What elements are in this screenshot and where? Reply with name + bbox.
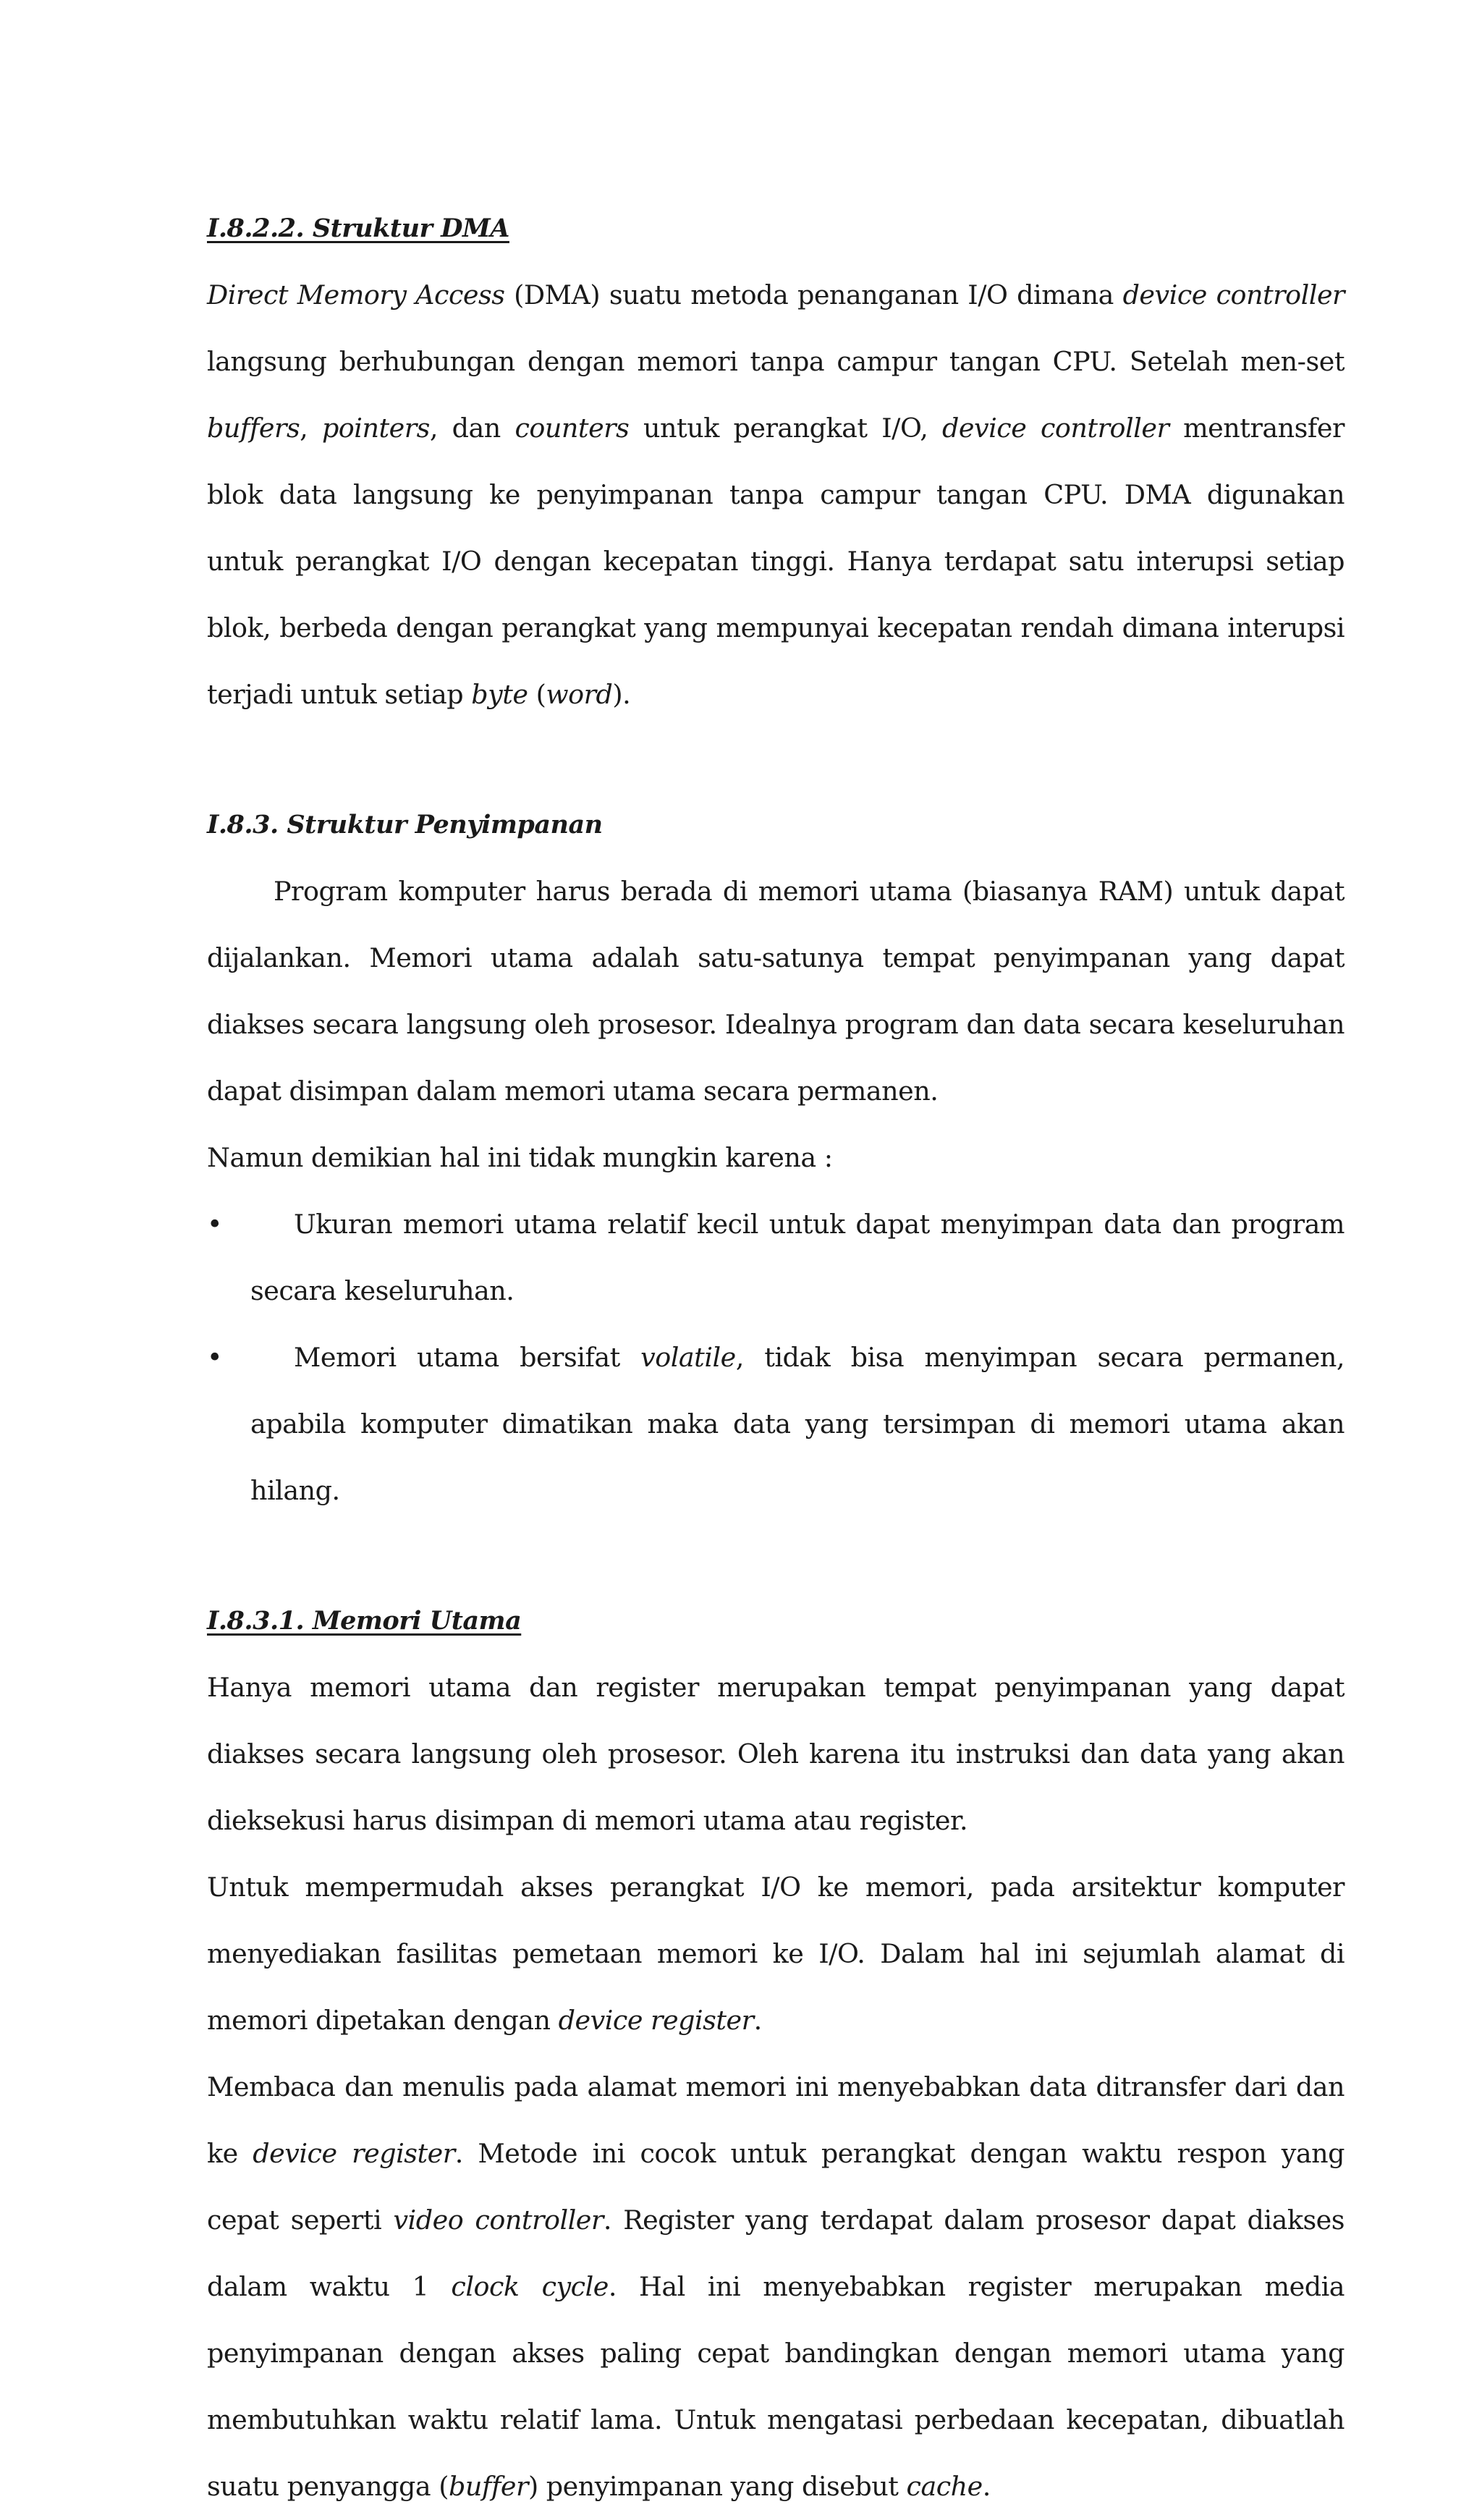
section-gap	[207, 1524, 1345, 1588]
italic-term: device controller	[942, 413, 1169, 444]
bullet-glyph: •	[207, 1209, 223, 1240]
paragraph-program-komputer: Program komputer harus berada di memori utama (biasanya RAM) untuk dapat dijalankan. Memori utama adalah satu-satunya tempat penyimpanan yang dapat diakses secara langsung oleh prosesor. Idealnya program dan data secara keseluruhan dapat disimpan dalam memori utama secara permanen.	[207, 876, 1345, 1107]
italic-term: Direct Memory Access	[207, 279, 505, 310]
italic-term: buffers	[207, 413, 300, 444]
bullet-glyph: •	[207, 1342, 223, 1373]
italic-term: cache	[906, 2471, 983, 2502]
paragraph-dma: Direct Memory Access (DMA) suatu metoda penanganan I/O dimana device controller langsung berhubungan dengan memori tanpa campur tangan CPU. Setelah men-set buffers, pointers, dan counters untuk perangkat I/O, device controller mentransfer blok data langsung ke penyimpanan tanpa campur tangan CPU. DMA digunakan untuk perangkat I/O dengan kecepatan tinggi. Hanya terdapat satu interupsi setiap blok, berbeda dengan perangkat yang mempunyai kecepatan rendah dimana interupsi terjadi untuk setiap byte (word).	[207, 279, 1345, 710]
italic-term: buffer	[448, 2471, 528, 2502]
document-page	[207, 195, 1345, 2520]
italic-term: device register	[558, 2005, 754, 2036]
italic-term: device register	[253, 2138, 455, 2169]
paragraph-hanya-memori: Hanya memori utama dan register merupakan tempat penyimpanan yang dapat diakses secara langsung oleh prosesor. Oleh karena itu instruksi dan data yang akan dieksekusi harus disimpan di memori utama atau register.	[207, 1672, 1345, 1836]
list-item-text: Memori utama bersifat volatile, tidak bisa menyimpan secara permanen, apabila komputer dimatikan maka data yang tersimpan di memori utama akan hilang.	[250, 1342, 1345, 1506]
heading-struktur-dma: I.8.2.2. Struktur DMA	[207, 213, 509, 243]
italic-term: counters	[515, 413, 630, 444]
italic-term: device controller	[1122, 279, 1345, 310]
italic-term: pointers	[321, 413, 430, 444]
reason-list	[207, 1191, 1345, 1524]
italic-term: clock cycle	[451, 2271, 609, 2302]
section-gap	[207, 728, 1345, 792]
italic-term: byte	[471, 679, 528, 710]
italic-term: video controller	[393, 2204, 604, 2236]
italic-term: volatile	[640, 1342, 736, 1373]
list-item	[207, 1191, 1345, 1324]
paragraph-untuk-mempermudah: Untuk mempermudah akses perangkat I/O ke memori, pada arsitektur komputer menyediakan fasilitas pemetaan memori ke I/O. Dalam hal ini sejumlah alamat di memori dipetakan dengan device register.	[207, 1872, 1345, 2036]
paragraph-namun-demikian: Namun demikian hal ini tidak mungkin karena :	[207, 1142, 833, 1173]
list-item	[207, 1324, 1345, 1524]
heading-struktur-penyimpanan: I.8.3. Struktur Penyimpanan	[207, 810, 603, 840]
list-item-text: Ukuran memori utama relatif kecil untuk dapat menyimpan data dan program secara keseluruhan.	[250, 1209, 1345, 1306]
italic-term: word	[546, 679, 613, 710]
paragraph-membaca-menulis: Membaca dan menulis pada alamat memori ini menyebabkan data ditransfer dari dan ke device register. Metode ini cocok untuk perangkat dengan waktu respon yang cepat seperti video controller. Register yang terdapat dalam prosesor dapat diakses dalam waktu 1 clock cycle. Hal ini menyebabkan register merupakan media penyimpanan dengan akses paling cepat bandingkan dengan memori utama yang membutuhkan waktu relatif lama. Untuk mengatasi perbedaan kecepatan, dibuatlah suatu penyangga (buffer) penyimpanan yang disebut cache.	[207, 2071, 1345, 2502]
heading-memori-utama: I.8.3.1. Memori Utama	[207, 1606, 522, 1636]
